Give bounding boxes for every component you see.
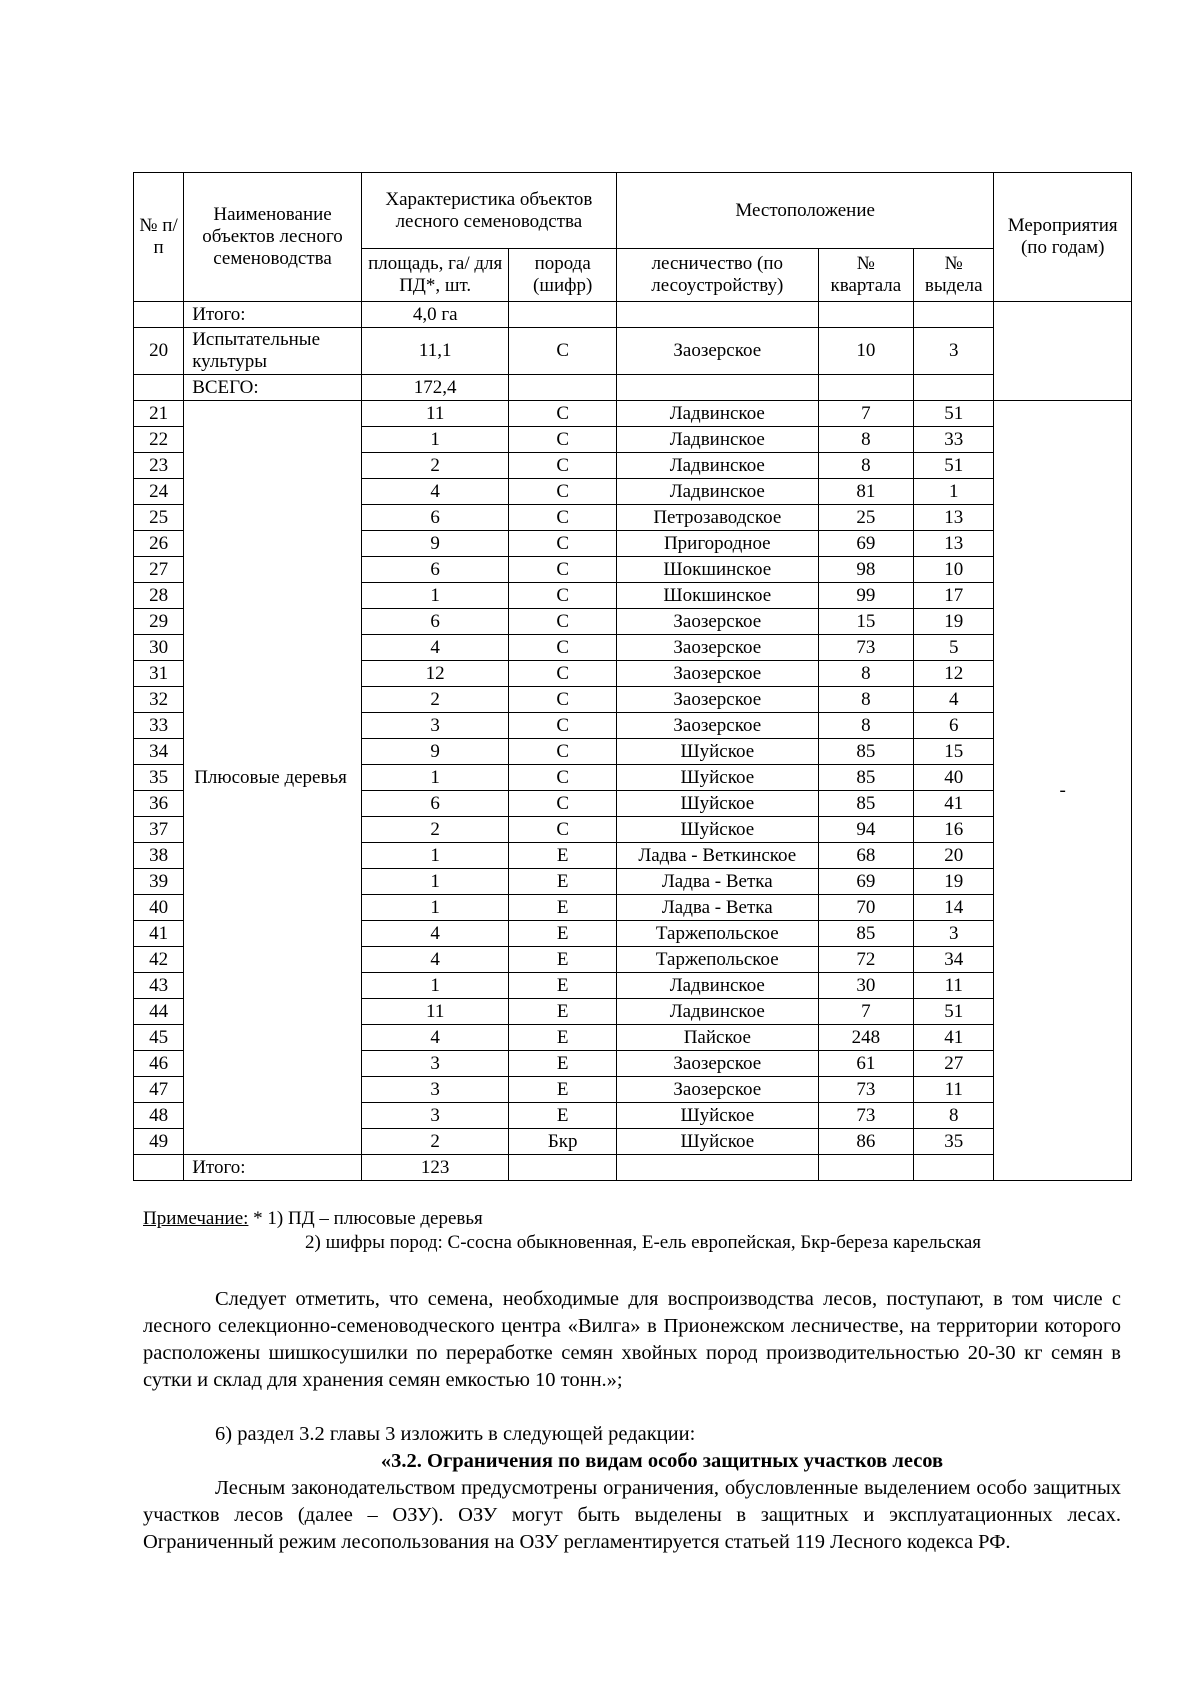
cell-forestry: Заозерское (616, 609, 818, 635)
cell-quarter: 10 (818, 328, 913, 375)
cell-species: С (509, 765, 616, 791)
cell-forestry: Заозерское (616, 1077, 818, 1103)
cell-quarter: 85 (818, 739, 913, 765)
cell-species (509, 375, 616, 401)
cell-quarter: 73 (818, 1077, 913, 1103)
cell-area: 6 (361, 791, 509, 817)
cell-num: 29 (134, 609, 184, 635)
cell-vydel: 11 (914, 1077, 994, 1103)
table-row (134, 375, 1132, 401)
cell-forestry (616, 375, 818, 401)
cell-vydel (914, 375, 994, 401)
cell-vydel: 3 (914, 921, 994, 947)
cell-quarter: 69 (818, 531, 913, 557)
cell-species: Е (509, 921, 616, 947)
cell-vydel: 14 (914, 895, 994, 921)
cell-forestry: Ладвинское (616, 999, 818, 1025)
cell-area: 3 (361, 1051, 509, 1077)
cell-area: 4 (361, 1025, 509, 1051)
cell-forestry: Шуйское (616, 739, 818, 765)
cell-num (134, 375, 184, 401)
cell-quarter: 8 (818, 453, 913, 479)
cell-area: 1 (361, 869, 509, 895)
cell-quarter (818, 302, 913, 328)
cell-quarter: 7 (818, 999, 913, 1025)
cell-quarter: 61 (818, 1051, 913, 1077)
cell-species: Е (509, 1025, 616, 1051)
cell-num: 28 (134, 583, 184, 609)
cell-species: С (509, 817, 616, 843)
cell-area: 6 (361, 505, 509, 531)
cell-vydel: 3 (914, 328, 994, 375)
header-forestry: лесничество (по лесоустройству) (616, 249, 818, 302)
cell-area: 3 (361, 1103, 509, 1129)
cell-vydel: 40 (914, 765, 994, 791)
cell-quarter: 8 (818, 713, 913, 739)
cell-num: 23 (134, 453, 184, 479)
cell-species: С (509, 401, 616, 427)
header-characteristic: Характеристика объектов лесного семеноводства (361, 173, 616, 249)
cell-num: 33 (134, 713, 184, 739)
cell-area: 11,1 (361, 328, 509, 375)
cell-vydel: 5 (914, 635, 994, 661)
cell-num (134, 302, 184, 328)
cell-quarter: 70 (818, 895, 913, 921)
cell-quarter: 98 (818, 557, 913, 583)
cell-area: 172,4 (361, 375, 509, 401)
cell-area: 11 (361, 401, 509, 427)
cell-group-measures: - (994, 401, 1132, 1181)
cell-area: 4 (361, 479, 509, 505)
cell-num: 20 (134, 328, 184, 375)
cell-vydel: 13 (914, 531, 994, 557)
cell-forestry: Ладва - Ветка (616, 869, 818, 895)
cell-species: С (509, 505, 616, 531)
header-species: порода (шифр) (509, 249, 616, 302)
cell-num: 31 (134, 661, 184, 687)
cell-vydel: 51 (914, 401, 994, 427)
header-quarter: № квартала (818, 249, 913, 302)
cell-num: 45 (134, 1025, 184, 1051)
cell-species: Бкр (509, 1129, 616, 1155)
cell-num: 42 (134, 947, 184, 973)
cell-forestry: Ладвинское (616, 479, 818, 505)
cell-num: 49 (134, 1129, 184, 1155)
cell-quarter: 73 (818, 635, 913, 661)
cell-vydel: 11 (914, 973, 994, 999)
cell-vydel: 35 (914, 1129, 994, 1155)
cell-num: 21 (134, 401, 184, 427)
cell-quarter: 73 (818, 1103, 913, 1129)
cell-forestry: Ладва - Ветка (616, 895, 818, 921)
cell-num: 26 (134, 531, 184, 557)
cell-forestry: Заозерское (616, 1051, 818, 1077)
cell-forestry: Ладвинское (616, 401, 818, 427)
cell-quarter: 72 (818, 947, 913, 973)
cell-vydel (914, 1155, 994, 1181)
cell-forestry: Заозерское (616, 687, 818, 713)
cell-area: 11 (361, 999, 509, 1025)
cell-forestry: Пригородное (616, 531, 818, 557)
cell-area: 3 (361, 1077, 509, 1103)
cell-vydel: 8 (914, 1103, 994, 1129)
cell-num: 41 (134, 921, 184, 947)
cell-species (509, 302, 616, 328)
cell-species: С (509, 328, 616, 375)
cell-quarter: 7 (818, 401, 913, 427)
cell-num: 22 (134, 427, 184, 453)
cell-species (509, 1155, 616, 1181)
cell-species: Е (509, 1077, 616, 1103)
cell-area: 2 (361, 453, 509, 479)
cell-species: С (509, 739, 616, 765)
table-note (143, 1207, 1143, 1255)
header-area: площадь, га/ для ПД*, шт. (361, 249, 509, 302)
cell-quarter: 69 (818, 869, 913, 895)
cell-num (134, 1155, 184, 1181)
cell-name: Итого: (184, 1155, 362, 1181)
cell-vydel: 27 (914, 1051, 994, 1077)
table-total-row (134, 1155, 1132, 1181)
cell-quarter: 8 (818, 427, 913, 453)
cell-quarter: 30 (818, 973, 913, 999)
cell-num: 46 (134, 1051, 184, 1077)
cell-species: С (509, 557, 616, 583)
cell-area: 9 (361, 739, 509, 765)
cell-quarter: 248 (818, 1025, 913, 1051)
cell-area: 1 (361, 843, 509, 869)
cell-vydel: 51 (914, 999, 994, 1025)
cell-species: С (509, 791, 616, 817)
header-location: Местоположение (616, 173, 994, 249)
cell-vydel: 13 (914, 505, 994, 531)
cell-num: 38 (134, 843, 184, 869)
cell-vydel: 15 (914, 739, 994, 765)
cell-num: 36 (134, 791, 184, 817)
cell-forestry: Заозерское (616, 713, 818, 739)
cell-quarter: 85 (818, 921, 913, 947)
cell-forestry: Таржепольское (616, 947, 818, 973)
cell-species: С (509, 531, 616, 557)
cell-forestry: Шуйское (616, 765, 818, 791)
cell-species: С (509, 635, 616, 661)
cell-num: 39 (134, 869, 184, 895)
cell-area: 123 (361, 1155, 509, 1181)
cell-forestry: Шокшинское (616, 557, 818, 583)
cell-name: Итого: (184, 302, 362, 328)
cell-name: ВСЕГО: (184, 375, 362, 401)
cell-vydel: 12 (914, 661, 994, 687)
cell-num: 25 (134, 505, 184, 531)
cell-species: Е (509, 973, 616, 999)
cell-quarter: 86 (818, 1129, 913, 1155)
cell-quarter: 8 (818, 687, 913, 713)
table-body (134, 302, 1132, 1181)
cell-vydel: 20 (914, 843, 994, 869)
note-line-2: 2) шифры пород: С-сосна обыкновенная, Е-ель европейская, Бкр-береза карельская (305, 1232, 982, 1253)
cell-num: 47 (134, 1077, 184, 1103)
cell-species: С (509, 453, 616, 479)
cell-forestry: Заозерское (616, 635, 818, 661)
cell-species: С (509, 661, 616, 687)
cell-quarter: 81 (818, 479, 913, 505)
cell-area: 2 (361, 1129, 509, 1155)
table-header (134, 173, 1132, 302)
cell-species: С (509, 713, 616, 739)
cell-species: Е (509, 1103, 616, 1129)
cell-quarter: 85 (818, 791, 913, 817)
cell-quarter (818, 1155, 913, 1181)
cell-area: 12 (361, 661, 509, 687)
cell-forestry: Таржепольское (616, 921, 818, 947)
cell-num: 43 (134, 973, 184, 999)
header-num: № п/п (134, 173, 184, 302)
cell-forestry: Шуйское (616, 817, 818, 843)
cell-species: С (509, 427, 616, 453)
cell-num: 48 (134, 1103, 184, 1129)
header-measures: Мероприятия (по годам) (994, 173, 1132, 302)
seed-objects-table (133, 172, 1132, 1181)
cell-species: С (509, 609, 616, 635)
table-row (134, 401, 1132, 427)
cell-species: С (509, 687, 616, 713)
cell-vydel: 4 (914, 687, 994, 713)
note-line1-text: * 1) ПД – плюсовые деревья (248, 1208, 483, 1229)
cell-group-name: Плюсовые деревья (184, 401, 362, 1155)
cell-vydel: 17 (914, 583, 994, 609)
cell-species: Е (509, 947, 616, 973)
cell-species: Е (509, 895, 616, 921)
cell-num: 27 (134, 557, 184, 583)
cell-forestry: Заозерское (616, 661, 818, 687)
cell-forestry: Ладвинское (616, 427, 818, 453)
header-vydel: № выдела (914, 249, 994, 302)
cell-forestry: Шуйское (616, 791, 818, 817)
cell-area: 2 (361, 817, 509, 843)
cell-forestry (616, 302, 818, 328)
paragraph-seeds: Следует отметить, что семена, необходимые для воспроизводства лесов, поступают, в том числе с лесного селекционно-семеноводческого центра «Вилга» в Прионежском лесничестве, на территории которого расположены шишкосушилки по переработке семян хвойных пород производительностью 20-30 кг семян в сутки и склад для хранения семян емкостью 10 тонн.»; (143, 1288, 1121, 1391)
cell-vydel: 10 (914, 557, 994, 583)
cell-measures-top (994, 302, 1132, 401)
cell-quarter: 99 (818, 583, 913, 609)
cell-num: 30 (134, 635, 184, 661)
cell-forestry: Шокшинское (616, 583, 818, 609)
cell-vydel: 51 (914, 453, 994, 479)
cell-vydel: 19 (914, 869, 994, 895)
cell-area: 4 (361, 635, 509, 661)
paragraph-restrictions: Лесным законодательством предусмотрены ограничения, обусловленные выделением особо защитных участков лесов (далее – ОЗУ). ОЗУ могут быть выделены в защитных и эксплуатационных лесах. Ограниченный режим лесопользования на ОЗУ регламентируется статьей 119 Лесного кодекса РФ. (143, 1477, 1121, 1553)
cell-species: Е (509, 869, 616, 895)
cell-num: 32 (134, 687, 184, 713)
cell-area: 1 (361, 973, 509, 999)
cell-quarter: 85 (818, 765, 913, 791)
table-row (134, 328, 1132, 375)
cell-num: 34 (134, 739, 184, 765)
cell-area: 1 (361, 895, 509, 921)
cell-forestry: Шуйское (616, 1103, 818, 1129)
cell-num: 44 (134, 999, 184, 1025)
cell-species: Е (509, 1051, 616, 1077)
cell-area: 6 (361, 557, 509, 583)
cell-area: 3 (361, 713, 509, 739)
cell-forestry: Петрозаводское (616, 505, 818, 531)
cell-area: 1 (361, 583, 509, 609)
cell-vydel: 41 (914, 791, 994, 817)
cell-species: Е (509, 843, 616, 869)
cell-num: 40 (134, 895, 184, 921)
cell-vydel: 33 (914, 427, 994, 453)
cell-quarter: 68 (818, 843, 913, 869)
cell-vydel: 16 (914, 817, 994, 843)
note-label: Примечание: (143, 1208, 249, 1229)
cell-vydel: 34 (914, 947, 994, 973)
cell-forestry: Шуйское (616, 1129, 818, 1155)
cell-area: 1 (361, 427, 509, 453)
paragraph-section-edit: 6) раздел 3.2 главы 3 изложить в следующей редакции: (215, 1423, 696, 1445)
cell-area: 4 (361, 921, 509, 947)
cell-area: 9 (361, 531, 509, 557)
section-heading: «3.2. Ограничения по видам особо защитных участков лесов (380, 1450, 944, 1472)
cell-forestry (616, 1155, 818, 1181)
cell-species: Е (509, 999, 616, 1025)
cell-quarter: 94 (818, 817, 913, 843)
cell-name: Испытательные культуры (184, 328, 362, 375)
cell-quarter: 15 (818, 609, 913, 635)
cell-forestry: Ладва - Веткинское (616, 843, 818, 869)
note-line-1 (143, 1207, 1143, 1231)
cell-area: 4 (361, 947, 509, 973)
cell-species: С (509, 583, 616, 609)
cell-vydel: 41 (914, 1025, 994, 1051)
cell-num: 37 (134, 817, 184, 843)
cell-forestry: Ладвинское (616, 973, 818, 999)
header-name: Наименование объектов лесного семеноводства (184, 173, 362, 302)
cell-species: С (509, 479, 616, 505)
cell-forestry: Заозерское (616, 328, 818, 375)
cell-vydel: 6 (914, 713, 994, 739)
cell-area: 2 (361, 687, 509, 713)
cell-vydel (914, 302, 994, 328)
cell-vydel: 1 (914, 479, 994, 505)
cell-area: 4,0 га (361, 302, 509, 328)
cell-quarter (818, 375, 913, 401)
cell-forestry: Ладвинское (616, 453, 818, 479)
cell-quarter: 8 (818, 661, 913, 687)
cell-vydel: 19 (914, 609, 994, 635)
cell-num: 24 (134, 479, 184, 505)
cell-quarter: 25 (818, 505, 913, 531)
cell-area: 6 (361, 609, 509, 635)
table-row (134, 302, 1132, 328)
cell-area: 1 (361, 765, 509, 791)
cell-num: 35 (134, 765, 184, 791)
cell-forestry: Пайское (616, 1025, 818, 1051)
